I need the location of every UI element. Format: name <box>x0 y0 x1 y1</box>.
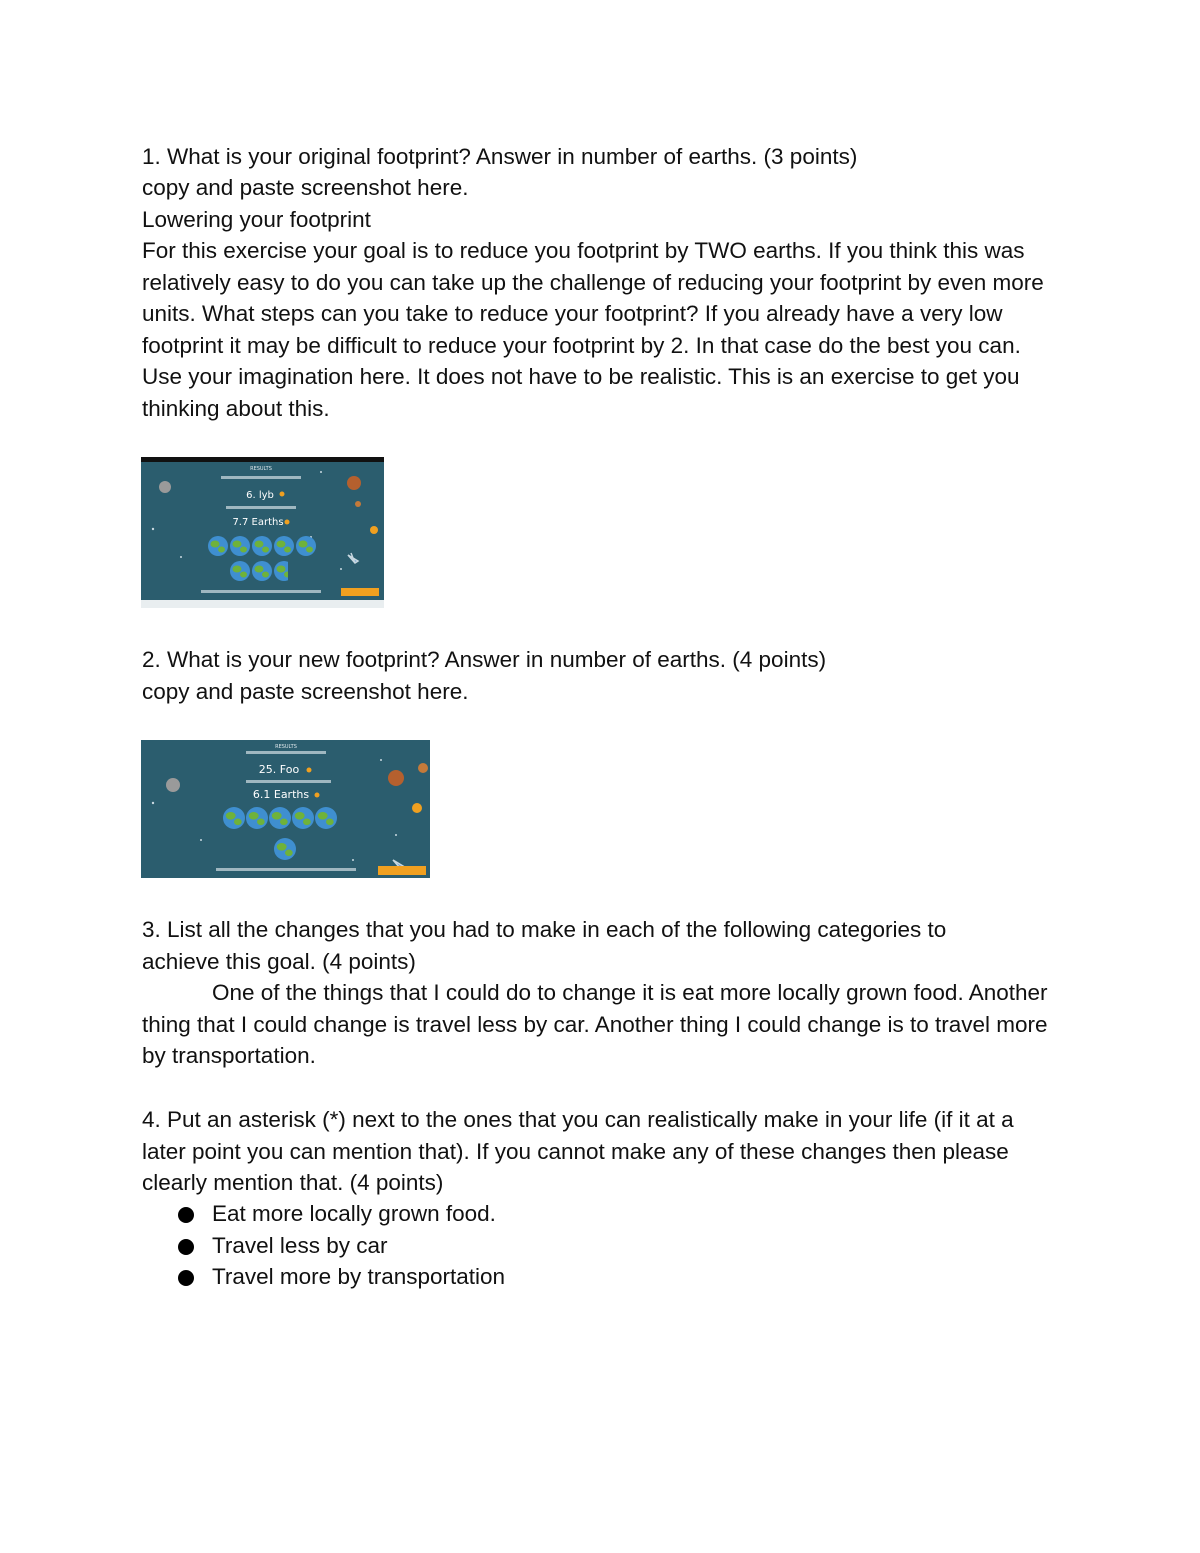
screenshot1-value2: 7.7 Earths <box>232 517 284 528</box>
list-item: Travel more by transportation <box>142 1261 505 1293</box>
svg-text:RESULTS: RESULTS <box>250 466 272 472</box>
question-2: 2. What is your new footprint? Answer in number of earths. (4 points) <box>142 647 827 672</box>
earth-icon <box>208 536 228 556</box>
earth-icon <box>230 536 250 556</box>
earth-icon <box>252 536 272 556</box>
earth-icon <box>246 807 268 829</box>
svg-text:RESULTS: RESULTS <box>275 744 297 750</box>
list-item: Travel less by car <box>142 1230 505 1262</box>
instruction-2: copy and paste screenshot here. <box>142 679 469 704</box>
changes-list <box>142 1198 505 1293</box>
bullet-icon <box>178 1270 194 1286</box>
earth-icon <box>296 536 316 556</box>
earth-icon <box>315 807 337 829</box>
answer-3: One of the things that I could do to change it is eat more locally grown food. Another thing that I could change is travel less by car. Another thing I could change is to travel more by transportation. <box>142 980 1048 1069</box>
screenshot2-value2: 6.1 Earths <box>252 788 310 801</box>
screenshot1-value1: 6. lyb <box>246 490 274 501</box>
earth-icon <box>292 807 314 829</box>
section-heading: Lowering your footprint <box>142 207 371 232</box>
earth-icon <box>274 838 296 860</box>
question-4: 4. Put an asterisk (*) next to the ones that you can realistically make in your life (if it at a later point you can mention that). If you cannot make any of these changes then please clearly mention that. (4 points) <box>142 1107 1014 1196</box>
earth-icon <box>223 807 245 829</box>
footprint-screenshot-original <box>141 457 384 608</box>
bullet-icon <box>178 1239 194 1255</box>
earth-icon <box>252 561 272 581</box>
screenshot2-value1: 25. Foo <box>258 763 300 776</box>
instructions-paragraph: For this exercise your goal is to reduce you footprint by TWO earths. If you think this was relatively easy to do you can take up the challenge of reducing your footprint by even more units. What steps can you take to reduce your footprint? If you already have a very low footprint it may be difficult to reduce your footprint by 2. In that case do the best you can. Use your imagination here. It does not have to be realistic. This is an exercise to get you thinking about this. <box>142 238 1044 421</box>
list-item: Eat more locally grown food. <box>142 1198 505 1230</box>
question-3: 3. List all the changes that you had to make in each of the following categories to achieve this goal. (4 points) <box>142 917 947 974</box>
earth-icon <box>230 561 250 581</box>
question-1: 1. What is your original footprint? Answer in number of earths. (3 points) <box>142 144 858 169</box>
footprint-screenshot-new <box>141 740 430 878</box>
instruction-1: copy and paste screenshot here. <box>142 175 469 200</box>
earth-icon <box>274 536 294 556</box>
bullet-icon <box>178 1207 194 1223</box>
earth-icon <box>269 807 291 829</box>
